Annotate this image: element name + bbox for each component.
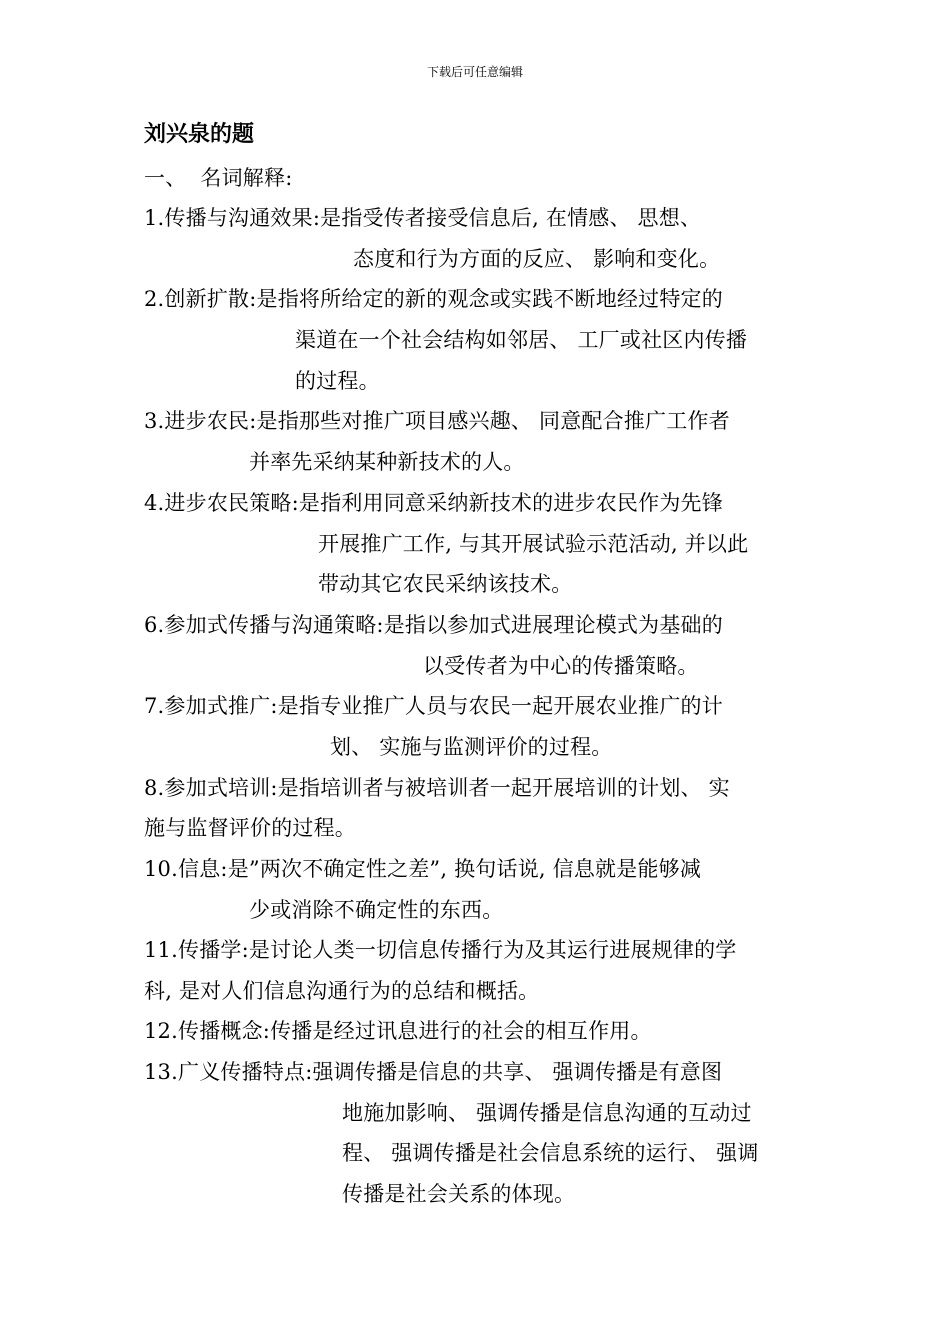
entry-13-term: 13.广义传播特点: bbox=[144, 1060, 313, 1084]
document-title: 刘兴泉的题 bbox=[144, 122, 255, 147]
entry-6-line-2: 以受传者为中心的传播策略。 bbox=[423, 654, 699, 678]
entry-3-line-2: 并率先采纳某种新技术的人。 bbox=[249, 450, 525, 474]
entry-10-line-1 bbox=[144, 854, 701, 884]
entry-13-line-1 bbox=[144, 1057, 722, 1087]
entry-4-term: 4.进步农民策略: bbox=[144, 491, 299, 515]
entry-2-text: 是指将所给定的新的观念或实践不断地经过特定的 bbox=[256, 287, 723, 311]
entry-7-line-2: 划、 实施与监测评价的过程。 bbox=[330, 735, 613, 759]
entry-4-line-2: 开展推广工作, 与其开展试验示范活动, 并以此 bbox=[318, 532, 749, 556]
entry-12-text: 传播是经过讯息进行的社会的相互作用。 bbox=[270, 1019, 652, 1043]
entry-2-line-1 bbox=[144, 284, 723, 314]
entry-2-line-2: 渠道在一个社会结构如邻居、 工厂或社区内传播 bbox=[295, 328, 748, 352]
entry-2-term: 2.创新扩散: bbox=[144, 287, 257, 311]
entry-8-line-1 bbox=[144, 773, 730, 803]
entry-4-line-3: 带动其它农民采纳该技术。 bbox=[318, 572, 573, 596]
entry-10-term: 10.信息: bbox=[144, 857, 228, 881]
entry-1-line-2: 态度和行为方面的反应、 影响和变化。 bbox=[353, 247, 721, 271]
entry-7-term: 7.参加式推广: bbox=[144, 694, 278, 718]
entry-8-line-2: 施与监督评价的过程。 bbox=[144, 816, 356, 840]
section-heading bbox=[144, 163, 292, 193]
entry-10-text: 是”两次不确定性之差”, 换句话说, 信息就是能够减 bbox=[227, 857, 702, 881]
entry-13-line-3: 程、 强调传播是社会信息系统的运行、 强调 bbox=[342, 1141, 759, 1165]
entry-1-term: 1.传播与沟通效果: bbox=[144, 206, 321, 230]
entry-11-line-2: 科, 是对人们信息沟通行为的总结和概括。 bbox=[144, 979, 540, 1003]
entry-3-text: 是指那些对推广项目感兴趣、 同意配合推广工作者 bbox=[256, 409, 730, 433]
entry-10-line-2: 少或消除不确定性的东西。 bbox=[249, 898, 504, 922]
entry-12-term: 12.传播概念: bbox=[144, 1019, 271, 1043]
page-header-note: 下载后可任意编辑 bbox=[426, 65, 523, 79]
entry-11-text: 是讨论人类一切信息传播行为及其运行进展规律的学 bbox=[248, 938, 737, 962]
entry-1-text: 是指受传者接受信息后, 在情感、 思想、 bbox=[320, 206, 702, 230]
entry-3-line-1 bbox=[144, 406, 730, 436]
entry-12-line-1 bbox=[144, 1016, 652, 1046]
entry-11-line-1 bbox=[144, 935, 736, 965]
entry-11-term: 11.传播学: bbox=[144, 938, 249, 962]
section-number: 一、 bbox=[144, 166, 187, 190]
entry-4-text: 是指利用同意采纳新技术的进步农民作为先锋 bbox=[298, 491, 723, 515]
entry-8-term: 8.参加式培训: bbox=[144, 776, 278, 800]
entry-2-line-3: 的过程。 bbox=[295, 369, 380, 393]
entry-13-line-2: 地施加影响、 强调传播是信息沟通的互动过 bbox=[342, 1101, 752, 1125]
entry-1-line-1 bbox=[144, 203, 701, 233]
section-heading-text: 名词解释: bbox=[200, 166, 293, 190]
entry-7-text: 是指专业推广人员与农民一起开展农业推广的计 bbox=[277, 694, 723, 718]
entry-6-line-1 bbox=[144, 610, 723, 640]
entry-3-term: 3.进步农民: bbox=[144, 409, 257, 433]
entry-4-line-1 bbox=[144, 488, 723, 518]
entry-13-text: 强调传播是信息的共享、 强调传播是有意图 bbox=[312, 1060, 723, 1084]
entry-6-term: 6.参加式传播与沟通策略: bbox=[144, 613, 384, 637]
entry-13-line-4: 传播是社会关系的体现。 bbox=[342, 1182, 576, 1206]
entry-6-text: 是指以参加式进展理论模式为基础的 bbox=[383, 613, 723, 637]
entry-7-line-1 bbox=[144, 691, 723, 721]
entry-8-text: 是指培训者与被培训者一起开展培训的计划、 实 bbox=[277, 776, 730, 800]
